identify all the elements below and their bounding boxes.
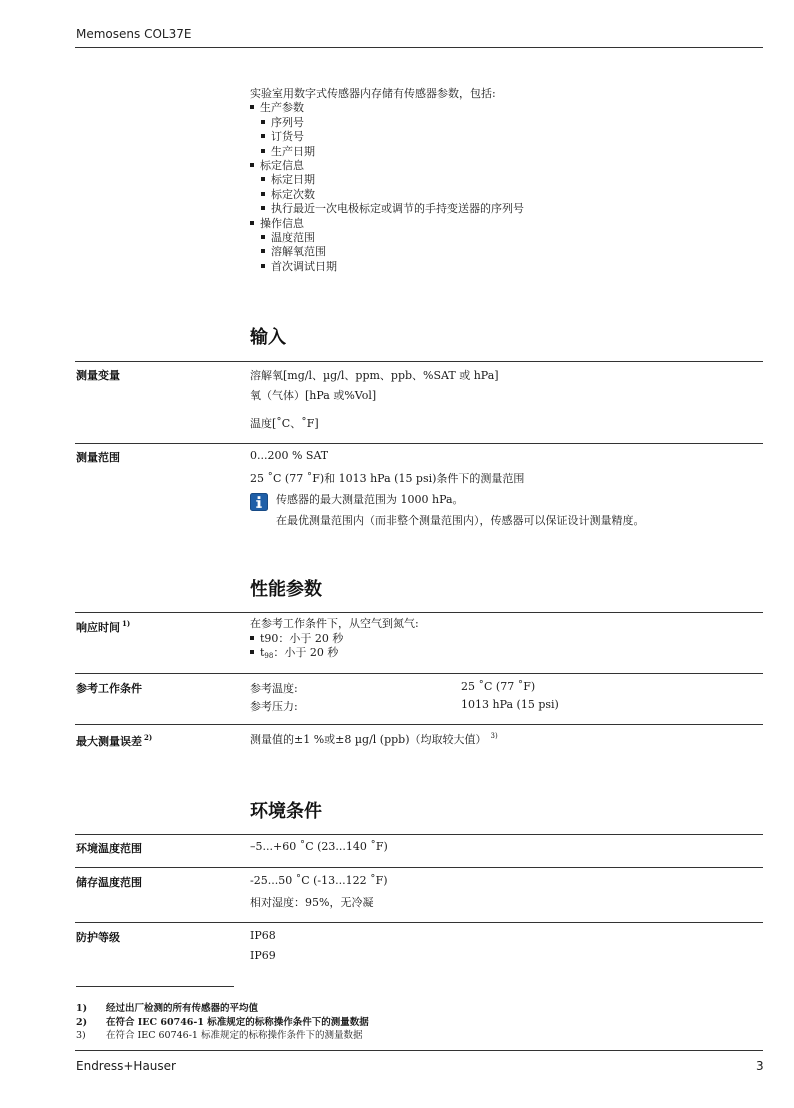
list-item: 温度范围 xyxy=(250,231,524,245)
list-item: 序列号 xyxy=(250,116,524,130)
ref-pressure-value: 1013 hPa (15 psi) xyxy=(461,698,559,711)
intro-lead: 实验室用数字式传感器内存储有传感器参数，包括: xyxy=(250,87,496,100)
label-response-time: 响应时间 $^{1)}$ xyxy=(76,619,131,634)
footnote-3: 3) 在符合 IEC 60746-1 标准规定的标称操作条件下的测量数据 xyxy=(76,1030,363,1041)
label-measuring-range: 测量范围 xyxy=(76,451,120,464)
list-item: 执行最近一次电极标定或调节的手持变送器的序列号 xyxy=(250,202,524,216)
list-item: 标定日期 xyxy=(250,173,524,187)
list-item: 生产参数 xyxy=(250,101,524,115)
footnote-1: 1) 经过出厂检测的所有传感器的平均值 xyxy=(76,1003,259,1014)
row-rule xyxy=(75,612,763,613)
bullet-icon xyxy=(261,120,265,124)
list-item: 操作信息 xyxy=(250,217,524,231)
value-ambient-temp: –5...+60 ˚C (23...140 ˚F) xyxy=(250,840,388,853)
value-response-time xyxy=(250,617,419,664)
footnote-rule xyxy=(76,986,234,987)
bullet-icon xyxy=(261,134,265,138)
bullet-icon xyxy=(250,105,254,109)
bullet-icon xyxy=(261,235,265,239)
list-item: 标定信息 xyxy=(250,159,524,173)
row-rule xyxy=(75,724,763,725)
value-storage-temp-1: -25...50 ˚C (-13...122 ˚F) xyxy=(250,874,388,887)
row-rule xyxy=(75,867,763,868)
bullet-icon xyxy=(261,192,265,196)
footnote-2: 2) 在符合 IEC 60746-1 标准规定的标称操作条件下的测量数据 xyxy=(76,1017,369,1028)
footnote-ref: 1) xyxy=(122,619,131,628)
bullet-icon xyxy=(261,149,265,153)
bullet-icon xyxy=(250,221,254,225)
value-protection-1: IP68 xyxy=(250,929,276,942)
footer-rule xyxy=(75,1050,763,1051)
info-note-accuracy: 在最优测量范围内（而非整个测量范围内），传感器可以保证设计测量精度。 xyxy=(276,514,645,527)
list-item: $t_{98}$：小于 20 秒 xyxy=(250,646,419,664)
section-title-performance: 性能参数 xyxy=(250,579,322,600)
ref-temp-value: 25 ˚C (77 ˚F) xyxy=(461,680,536,693)
info-note-max-range: 传感器的最大测量范围为 1000 hPa。 xyxy=(276,493,464,506)
bullet-icon xyxy=(261,206,265,210)
label-storage-temp: 储存温度范围 xyxy=(76,876,142,889)
value-measuring-range-1: 0...200 % SAT xyxy=(250,449,329,462)
list-item: 首次调试日期 xyxy=(250,260,524,274)
row-rule xyxy=(75,673,763,674)
footnote-ref: 2) xyxy=(144,733,153,742)
value-measured-variables-1: 溶解氧[mg/l、µg/l、ppm、ppb、%SAT 或 hPa] xyxy=(250,369,499,382)
row-rule xyxy=(75,922,763,923)
header-rule xyxy=(75,47,763,48)
bullet-icon xyxy=(250,650,254,654)
ref-temp-name: 参考温度: xyxy=(250,682,298,695)
value-measuring-range-2: 25 ˚C (77 ˚F)和 1013 hPa (15 psi)条件下的测量范围 xyxy=(250,472,525,485)
info-icon xyxy=(250,493,268,511)
bullet-icon xyxy=(250,163,254,167)
list-item: 标定次数 xyxy=(250,188,524,202)
bullet-icon xyxy=(261,177,265,181)
list-item: 生产日期 xyxy=(250,145,524,159)
footnote-ref: 3) xyxy=(490,732,498,740)
label-protection-class: 防护等级 xyxy=(76,931,120,944)
bullet-icon xyxy=(250,636,254,640)
bullet-icon xyxy=(261,249,265,253)
list-item: 订货号 xyxy=(250,130,524,144)
value-measured-variables-3: 温度[˚C、˚F] xyxy=(250,417,319,430)
label-max-error: 最大测量误差 $^{2)}$ xyxy=(76,733,153,748)
document-header-title: Memosens COL37E xyxy=(76,27,192,41)
list-item: 溶解氧范围 xyxy=(250,245,524,259)
row-rule xyxy=(75,361,763,362)
list-item: t90：小于 20 秒 xyxy=(250,632,419,647)
footer-brand: Endress+Hauser xyxy=(76,1059,176,1073)
section-title-environment: 环境条件 xyxy=(250,801,322,822)
ref-pressure-name: 参考压力: xyxy=(250,700,298,713)
bullet-icon xyxy=(261,264,265,268)
row-rule xyxy=(75,834,763,835)
label-reference-conditions: 参考工作条件 xyxy=(76,682,142,695)
page-number: 3 xyxy=(756,1059,764,1073)
value-protection-2: IP69 xyxy=(250,949,276,962)
response-time-lead: 在参考工作条件下，从空气到氮气: xyxy=(250,617,419,630)
value-max-error: 测量值的±1 %或±8 µg/l (ppb)（均取较大值） $^{3)}$ xyxy=(250,732,498,746)
row-rule xyxy=(75,443,763,444)
intro-block xyxy=(250,87,524,274)
label-ambient-temp: 环境温度范围 xyxy=(76,842,142,855)
value-storage-temp-2: 相对湿度：95%，无冷凝 xyxy=(250,896,374,909)
section-title-input: 输入 xyxy=(250,327,286,348)
value-measured-variables-2: 氧（气体）[hPa 或%Vol] xyxy=(250,389,377,402)
label-measured-variables: 测量变量 xyxy=(76,369,120,382)
